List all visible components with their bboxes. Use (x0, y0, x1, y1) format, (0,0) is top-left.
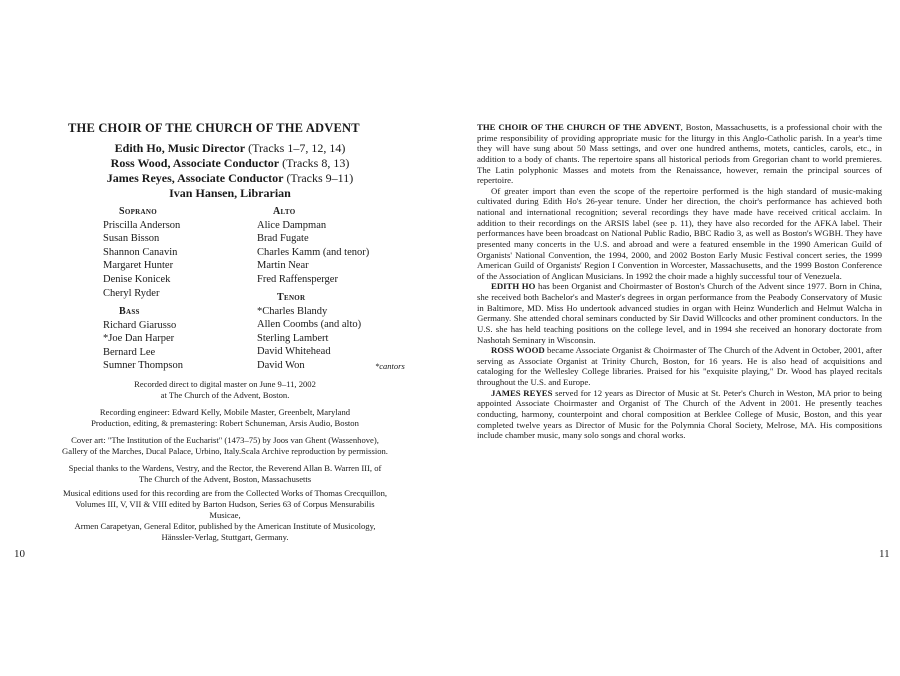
member-name: Alice Dampman (257, 219, 327, 231)
soprano-section (103, 205, 243, 300)
credit-line: Cover art: "The Institution of the Eucharist" (1473–75) by Joos van Ghent (Wassenhove), (71, 435, 379, 445)
engineering-credits (60, 407, 390, 429)
credit-line: The Church of the Advent, Boston, Massachusetts (138, 474, 312, 484)
section-heading: Alto (273, 206, 296, 217)
credit-line: Production, editing, & premastering: Robert Schuneman, Arsis Audio, Boston (91, 418, 359, 428)
member-name: Richard Giarusso (103, 319, 177, 331)
paragraph: JAMES REYES served for 12 years as Director of Music at St. Peter's Church in Weston, MA prior to being appointed Associate Choirmaster and Organist of The Church of the Advent in 2001. He presently teaches conducting, harmony, counterpoint and choral composition at Berklee College of Music, Boston, and this year completed twelve years as Director of Music for the Polymnia Choral Society, Melrose, MA. His compositions include chamber music, many solo songs and choral works. (477, 387, 882, 441)
alto-section (257, 205, 417, 287)
credit-line: at The Church of the Advent, Boston. (160, 390, 290, 400)
recording-info (60, 379, 390, 401)
credit-line: Hänssler-Verlag, Stuttgart, Germany. (161, 532, 289, 542)
biography-text (477, 122, 882, 441)
member-name: Allen Coombs (and alto) (257, 319, 362, 331)
staff-line: Ivan Hansen, Librarian (169, 186, 291, 200)
member-name: Susan Bisson (103, 233, 160, 245)
section-heading: Soprano (119, 206, 157, 217)
member-name: Fred Raffensperger (257, 273, 338, 285)
paragraph: ROSS WOOD became Associate Organist & Choirmaster of The Church of the Advent in October, 2001, after serving as Associate Organist at Trinity Church, Boston, for 16 years. He is also head of acquisitions and cataloging for the Wellesley College libraries. Praised for his "exquisite playing," Dr. Wood has played recitals throughout the U.S. and Europe. (477, 345, 882, 387)
page-number: 10 (14, 548, 25, 560)
member-name: *Joe Dan Harper (103, 333, 175, 345)
member-name: Denise Konicek (103, 273, 171, 285)
bass-section (103, 305, 243, 373)
credit-line: Volumes III, V, VII & VIII edited by Barton Hudson, Series 63 of Corpus Mensurabilis Musicae, (75, 499, 375, 520)
section-heading: Tenor (277, 292, 306, 303)
right-page (450, 0, 900, 676)
paragraph: THE CHOIR OF THE CHURCH OF THE ADVENT, Boston, Massachusetts, is a professional choir with the prime responsibility of providing appropriate music for the liturgy in this Anglo-Catholic parish. In a year's time they will have sung about 50 Mass settings, and over one hundred anthems, motets, canticles, carols, etc., in addition to a body of chants. The repertoire spans all historical periods from Gregorian chant to world premieres. The Latin polyphonic Masses and motets from the Renaissance, however, remain the principal sources of repertoire. (477, 122, 883, 186)
credit-line: Armen Carapetyan, General Editor, published by the American Institute of Musicology, (74, 521, 376, 531)
member-name: Sumner Thompson (103, 360, 184, 372)
staff-line: Edith Ho, Music Director (Tracks 1–7, 12, 14) (114, 141, 346, 155)
editions-credit (60, 488, 390, 543)
member-name: Margaret Hunter (103, 260, 174, 272)
staff-list (80, 141, 380, 201)
credit-line: Special thanks to the Wardens, Vestry, and the Rector, the Reverend Allan B. Warren III, of (68, 463, 382, 473)
staff-line: James Reyes, Associate Conductor (Tracks 9–11) (106, 171, 354, 185)
page-number: 11 (879, 548, 890, 560)
member-name: Charles Kamm (and tenor) (257, 246, 370, 258)
credit-line: Musical editions used for this recording are from the Collected Works of Thomas Crecquillon, (62, 488, 388, 498)
page-title: THE CHOIR OF THE CHURCH OF THE ADVENT (68, 121, 360, 135)
cantors-note: *cantors (375, 361, 405, 371)
cover-art-credit (60, 435, 390, 457)
staff-line: Ross Wood, Associate Conductor (Tracks 8, 13) (110, 156, 350, 170)
member-name: Brad Fugate (257, 233, 309, 245)
credit-line: Recording engineer: Edward Kelly, Mobile Master, Greenbelt, Maryland (99, 407, 351, 417)
member-name: Bernard Lee (103, 346, 156, 358)
member-name: David Won (257, 359, 305, 371)
section-heading: Bass (119, 306, 140, 317)
credit-line: Gallery of the Marches, Ducal Palace, Urbino, Italy.Scala Archive reproduction by permission. (62, 446, 388, 456)
member-name: Sterling Lambert (257, 332, 329, 344)
special-thanks (60, 463, 390, 485)
credit-line: Recorded direct to digital master on June 9–11, 2002 (134, 379, 316, 389)
member-name: Shannon Canavin (103, 246, 178, 258)
member-name: David Whitehead (257, 346, 331, 358)
member-name: *Charles Blandy (257, 305, 328, 317)
member-name: Martin Near (257, 260, 309, 272)
member-name: Cheryl Ryder (103, 287, 160, 299)
paragraph: EDITH HO has been Organist and Choirmaster of Boston's Church of the Advent since 1977. Born in China, she received both Bachelor's and Master's degrees in organ performance from the Peabody Conservatory of Music in Baltimore, MD. Miss Ho undertook advanced studies in organ with Heinz Wunderlich and Helmut Walcha in Germany. She attended choral seminars conducted by Sir David Willcocks and other prominent conductors. In the U.S. she has held teaching positions on the college level, and in 1994 she received an honorary doctorate from Nashotah Seminary in Wisconsin. (477, 281, 882, 345)
member-name: Priscilla Anderson (103, 219, 181, 231)
paragraph: Of greater import than even the scope of the repertoire performed is the high standard of music-making cultivated during Edith Ho's 26-year tenure. Under her direction, the choir's performance has achieved both national and international recognition; several recordings they have made have received critical acclaim. In addition to their recordings on the ARSIS label (see p. 11), they have also recorded for the AFKA label. Their performances have been broadcast on National Public Radio, BBC Radio 3, as well as Boston's WGBH. They have presented many concerts in the U.S. and abroad and were a featured ensemble in the 1990 American Guild of Organists' National Convention, the 1994, 2000, and 2002 Boston Early Music Festival concert series, the 1999 American Guild of Organists' Region I Convention in Worcester, Massachusetts, and the 1999 Boston Conference of the Association of Anglican Musicians. In 1992 the choir made a highly successful tour of Venezuela. (477, 185, 882, 281)
